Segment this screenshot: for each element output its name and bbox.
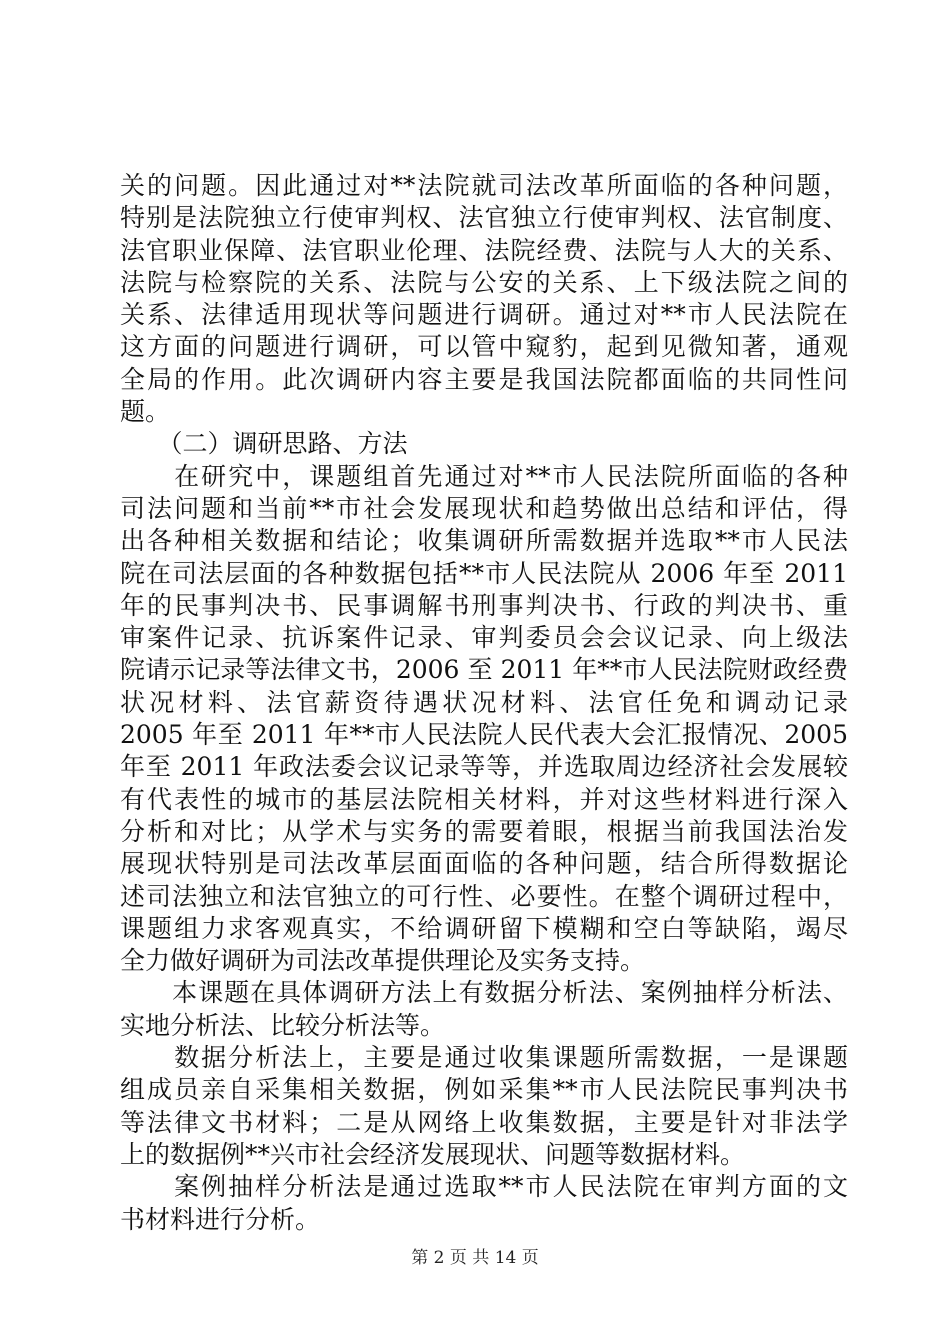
page-footer: 第 2 页 共 14 页 <box>411 1248 539 1268</box>
text-line: （二）调研思路、方法 <box>120 429 408 459</box>
text-line: 述司法独立和法官独立的可行性、必要性。在整个调研过程中， <box>120 881 848 911</box>
text-line: 有代表性的城市的基层法院相关材料，并对这些材料进行深入 <box>120 784 848 814</box>
text-line: 全力做好调研为司法改革提供理论及实务支持。 <box>120 946 646 976</box>
document-body <box>120 170 848 1236</box>
text-line: 年的民事判决书、民事调解书刑事判决书、行政的判决书、重 <box>120 590 848 620</box>
text-line: 案例抽样分析法是通过选取**市人民法院在审判方面的文 <box>120 1172 848 1202</box>
text-line: 特别是法院独立行使审判权、法官独立行使审判权、法官制度、 <box>120 203 848 233</box>
text-line: 组成员亲自采集相关数据，例如采集**市人民法院民事判决书 <box>120 1075 848 1105</box>
text-line: 实地分析法、比较分析法等。 <box>120 1010 446 1040</box>
text-line: 在研究中，课题组首先通过对**市人民法院所面临的各种 <box>120 461 848 491</box>
text-line: 关的问题。因此通过对**法院就司法改革所面临的各种问题， <box>120 171 848 200</box>
text-line: 关系、法律适用现状等问题进行调研。通过对**市人民法院在 <box>120 300 848 330</box>
text-line: 全局的作用。此次调研内容主要是我国法院都面临的共同性问 <box>120 364 848 394</box>
text-line: 司法问题和当前**市社会发展现状和趋势做出总结和评估，得 <box>120 493 848 523</box>
text-line: 审案件记录、抗诉案件记录、审判委员会会议记录、向上级法 <box>120 623 848 653</box>
text-line: 本课题在具体调研方法上有数据分析法、案例抽样分析法、 <box>120 978 848 1008</box>
text-line: 展现状特别是司法改革层面面临的各种问题，结合所得数据论 <box>120 849 848 879</box>
text-line: 年至 2011 年政法委会议记录等等，并选取周边经济社会发展较 <box>120 752 848 782</box>
text-line: 分析和对比；从学术与实务的需要着眼，根据当前我国法治发 <box>120 816 848 846</box>
text-line: 这方面的问题进行调研，可以管中窥豹，起到见微知著，通观 <box>120 332 848 362</box>
text-line: 院请示记录等法律文书，2006 至 2011 年**市人民法院财政经费 <box>120 655 848 685</box>
text-line: 上的数据例**兴市社会经济发展现状、问题等数据材料。 <box>120 1139 746 1169</box>
text-line: 数据分析法上，主要是通过收集课题所需数据，一是课题 <box>120 1043 848 1073</box>
text-line: 法官职业保障、法官职业伦理、法院经费、法院与人大的关系、 <box>120 235 848 265</box>
text-line: 法院与检察院的关系、法院与公安的关系、上下级法院之间的 <box>120 267 848 297</box>
text-line: 等法律文书材料；二是从网络上收集数据，主要是针对非法学 <box>120 1107 848 1137</box>
text-line: 出各种相关数据和结论；收集调研所需数据并选取**市人民法 <box>120 526 848 556</box>
text-line: 2005 年至 2011 年**市人民法院人民代表大会汇报情况、2005 <box>120 720 848 750</box>
text-line: 题。 <box>120 397 171 427</box>
text-line: 书材料进行分析。 <box>120 1204 321 1234</box>
text-line: 状况材料、法官薪资待遇状况材料、法官任免和调动记录 <box>120 687 848 717</box>
text-line: 院在司法层面的各种数据包括**市人民法院从 2006 年至 2011 <box>120 558 848 588</box>
text-line: 课题组力求客观真实，不给调研留下模糊和空白等缺陷，竭尽 <box>120 913 848 943</box>
